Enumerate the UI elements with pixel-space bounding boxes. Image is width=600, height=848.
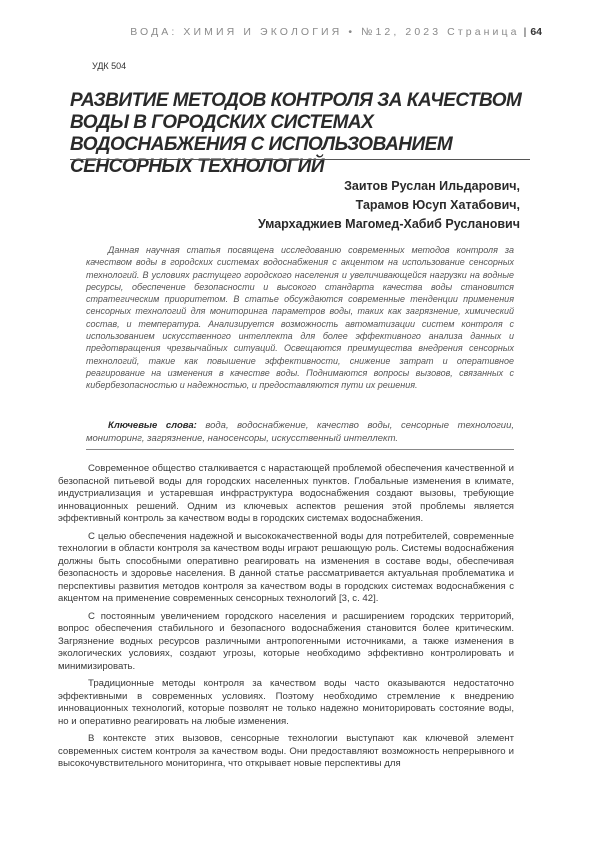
article-body <box>58 463 514 776</box>
body-paragraph: Современное общество сталкивается с нарастающей проблемой обеспечения качественной и безопасной питьевой воды для городских населенных пунктов. Глобальные изменения в климате, индустриализация и устаревшая инфраструктура водоснабжения создают вызовы, требующие инновационных решений. Одним из ключевых аспектов решения этой проблемы является эффективный контроль за качеством воды в городских системах водоснабжения. <box>58 463 514 524</box>
keywords-label: Ключевые слова: <box>108 420 197 431</box>
keywords <box>86 420 514 445</box>
body-paragraph: В контексте этих вызовов, сенсорные технологии выступают как ключевой элемент современных систем контроля за качеством воды. Они предоставляют возможность непрерывного и высокочувствительного мониторинга, что открывает новые перспективы для <box>58 733 514 769</box>
body-paragraph: С целью обеспечения надежной и высококачественной воды для потребителей, современные технологии в области контроля за качеством воды играют решающую роль. Системы водоснабжения должны быть способными оперативно реагировать на изменения в составе воды, обеспечивая безопасность и здоровье населения. В данной статье рассматривается актуальная проблематика и перспективы развития методов контроля за качеством воды в городских системах водоснабжения с акцентом на применение современных сенсорных технологий [3, с. 42]. <box>58 530 514 604</box>
journal-running-title: ВОДА: ХИМИЯ И ЭКОЛОГИЯ • №12, 2023 Страница <box>130 26 520 38</box>
author-list <box>258 177 520 234</box>
body-paragraph: Традиционные методы контроля за качеством воды часто оказываются недостаточно эффективными в современных условиях. Поэтому необходимо стремление к внедрению инновационных технологий, которые позволят не только надежно мониторировать состояние воды, но и оперативно реагировать на любые изменения. <box>58 678 514 727</box>
keywords-text: вода, водоснабжение, качество воды, сенсорные технологии, мониторинг, загрязнение, наносенсоры, искусственный интеллект. <box>86 420 514 444</box>
body-paragraph: С постоянным увеличением городского населения и расширением городских территорий, вопрос обеспечения стабильного и безопасного водоснабжения становится более критическим. Загрязнение водных ресурсов различными антропогенными источниками, а также изменения в экологических условиях, создают угрозы, которые необходимо эффективно контролировать и минимизировать. <box>58 610 514 672</box>
udk-code: УДК 504 <box>92 61 127 71</box>
author: Заитов Руслан Ильдарович, <box>344 179 520 193</box>
running-header <box>130 26 542 38</box>
title-divider <box>70 159 530 160</box>
article-title: РАЗВИТИЕ МЕТОДОВ КОНТРОЛЯ ЗА КАЧЕСТВОМ ВОДЫ В ГОРОДСКИХ СИСТЕМАХ ВОДОСНАБЖЕНИЯ С ИСПОЛЬЗОВАНИЕМ СЕНСОРНЫХ ТЕХНОЛОГИЙ <box>70 90 522 177</box>
author: Умархаджиев Магомед-Хабиб Русланович <box>258 217 520 231</box>
page-number: 64 <box>530 26 542 38</box>
header-separator: | <box>523 26 527 38</box>
keywords-divider <box>86 449 514 450</box>
author: Тарамов Юсуп Хатабович, <box>355 198 520 212</box>
abstract: Данная научная статья посвящена исследованию современных методов контроля за качеством воды в городских системах водоснабжения с акцентом на использование сенсорных технологий. В условиях растущего городского населения и увеличивающейся нагрузки на водные ресурсы, обеспечение безопасности и высокого стандарта качества воды становится стратегическим приоритетом. В статье обсуждаются современные тенденции применения сенсорных технологий для мониторинга параметров воды, таких как загрязнение, химический состав, и температура. Анализируется возможность автоматизации систем контроля с использованием искусственного интеллекта для более эффективного анализа данных и предотвращения чрезвычайных ситуаций. Освещаются преимущества внедрения сенсорных технологий, такие как повышение эффективности, снижение затрат и оперативное реагирование на изменения в качестве воды. Поднимаются вопросы вызовов, связанных с кибербезопасностью и надежностью, и предоставляются пути их решения. <box>86 245 514 391</box>
